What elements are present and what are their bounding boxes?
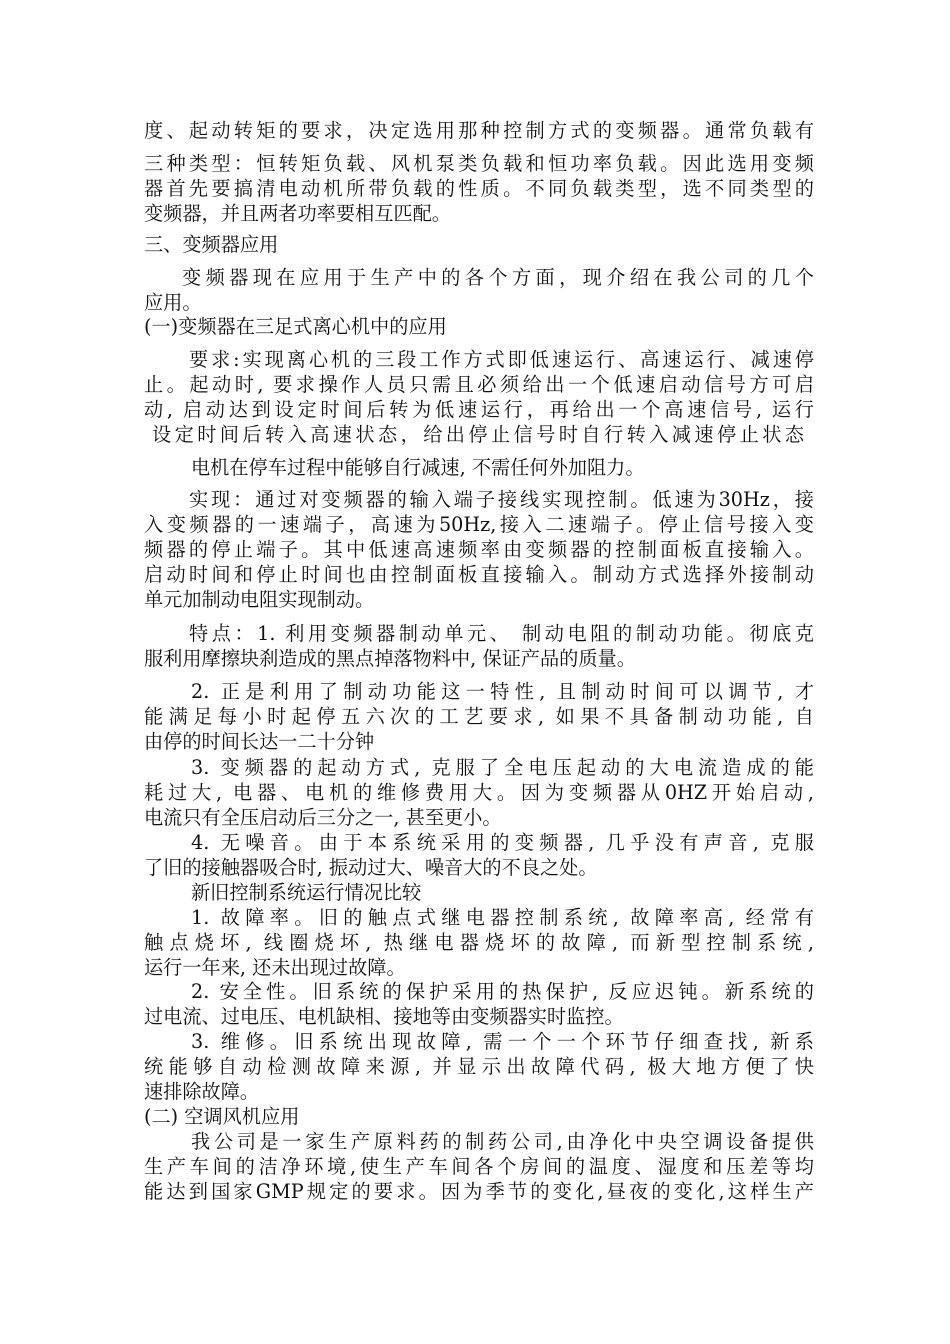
body-text-line: 入变频器的一速端子，高速为50Hz,接入二速端子。停止信号接入变 [144, 513, 814, 536]
body-text-line: 止。起动时, 要求操作人员只需且必须给出一个低速启动信号方可启 [144, 373, 814, 396]
body-text-line: 变频器，并且两者功率要相互匹配。 [144, 202, 451, 225]
body-text-line: 动, 启动达到设定时间后转为低速运行，再给出一个高速信号, 运行 [144, 398, 814, 421]
body-text-line: 能达到国家GMP规定的要求。因为季节的变化,昼夜的变化,这样生产 [144, 1180, 814, 1203]
body-text-line: 耗过大, 电器、电机的维修费用大。因为变频器从0HZ开始启动, [144, 781, 814, 804]
body-text-line: 变频器现在应用于生产中的各个方面，现介绍在我公司的几个 [182, 266, 814, 289]
body-text-line: 能满足每小时起停五六次的工艺要求, 如果不具备制动功能, 自 [144, 705, 814, 728]
body-text-line: 实现：通过对变频器的输入端子接线实现控制。低速为30Hz，接 [189, 488, 814, 511]
body-text-line: 过电流、过电压、电机缺相、接地等由变频器实时监控。 [144, 1005, 624, 1028]
subsection-heading: (一)变频器在三足式离心机中的应用 [144, 315, 447, 338]
body-text-line: 3. 变频器的起动方式, 克服了全电压起动的大电流造成的能 [191, 756, 814, 779]
body-text-line: 电流只有全压启动后三分之一, 甚至更小。 [144, 806, 502, 829]
body-text-line: 设定时间后转入高速状态，给出停止信号时自行转入减速停止状态 [152, 423, 804, 446]
body-text-line: 4. 无噪音。由于本系统采用的变频器, 几乎没有声音, 克服 [191, 831, 814, 854]
body-text-line: 2. 正是利用了制动功能这一特性, 且制动时间可以调节, 才 [191, 680, 814, 703]
body-text-line: 生产车间的洁净环境,使生产车间各个房间的温度、湿度和压差等均 [144, 1155, 814, 1178]
body-text-line: 统能够自动检测故障来源, 并显示出故障代码, 极大地方便了快 [144, 1055, 814, 1078]
body-text-line: 单元加制动电阻实现制动。 [144, 588, 375, 611]
body-text-line: 启动时间和停止时间也由控制面板直接输入。制动方式选择外接制动 [144, 563, 814, 586]
body-text-line: 2. 安全性。旧系统的保护采用的热保护, 反应迟钝。新系统的 [191, 980, 814, 1003]
body-text-line: 电机在停车过程中能够自行减速, 不需任何外加阻力。 [191, 456, 645, 479]
body-text-line: 服利用摩擦块刹造成的黑点掉落物料中, 保证产品的质量。 [144, 647, 636, 670]
body-text-line: 特点：1. 利用变频器制动单元、 制动电阻的制动功能。彻底克 [189, 622, 814, 645]
section-heading: 三、变频器应用 [144, 233, 279, 256]
body-text-line: 要求:实现离心机的三段工作方式即低速运行、高速运行、减速停 [189, 348, 814, 371]
body-text-line: 三种类型：恒转矩负载、风机泵类负载和恒功率负载。因此选用变频 [144, 152, 814, 175]
subsection-heading: (二) 空调风机应用 [144, 1105, 300, 1128]
body-text-line: 触点烧坏, 线圈烧坏, 热继电器烧坏的故障, 而新型控制系统, [144, 931, 814, 954]
body-text-line: 运行一年来, 还未出现过故障。 [144, 956, 406, 979]
body-text-line: 应用。 [144, 291, 202, 314]
body-text-line: 3. 维修。旧系统出现故障, 需一个一个环节仔细查找, 新系 [191, 1030, 814, 1053]
body-text-line: 由停的时间长达一二十分钟 [144, 730, 375, 753]
subsection-heading: 新旧控制系统运行情况比较 [191, 881, 422, 904]
body-text-line: 了旧的接触器吸合时, 振动过大、噪音大的不良之处。 [144, 856, 598, 879]
body-text-line: 速排除故障。 [144, 1080, 260, 1103]
body-text-line: 我公司是一家生产原料药的制药公司,由净化中央空调设备提供 [191, 1130, 814, 1153]
body-text-line: 1. 故障率。旧的触点式继电器控制系统, 故障率高, 经常有 [191, 906, 814, 929]
body-text-line: 器首先要搞清电动机所带负载的性质。不同负载类型，选不同类型的 [144, 177, 814, 200]
body-text-line: 度、起动转矩的要求，决定选用那种控制方式的变频器。通常负载有 [144, 119, 814, 142]
body-text-line: 频器的停止端子。其中低速高速频率由变频器的控制面板直接输入。 [144, 538, 814, 561]
